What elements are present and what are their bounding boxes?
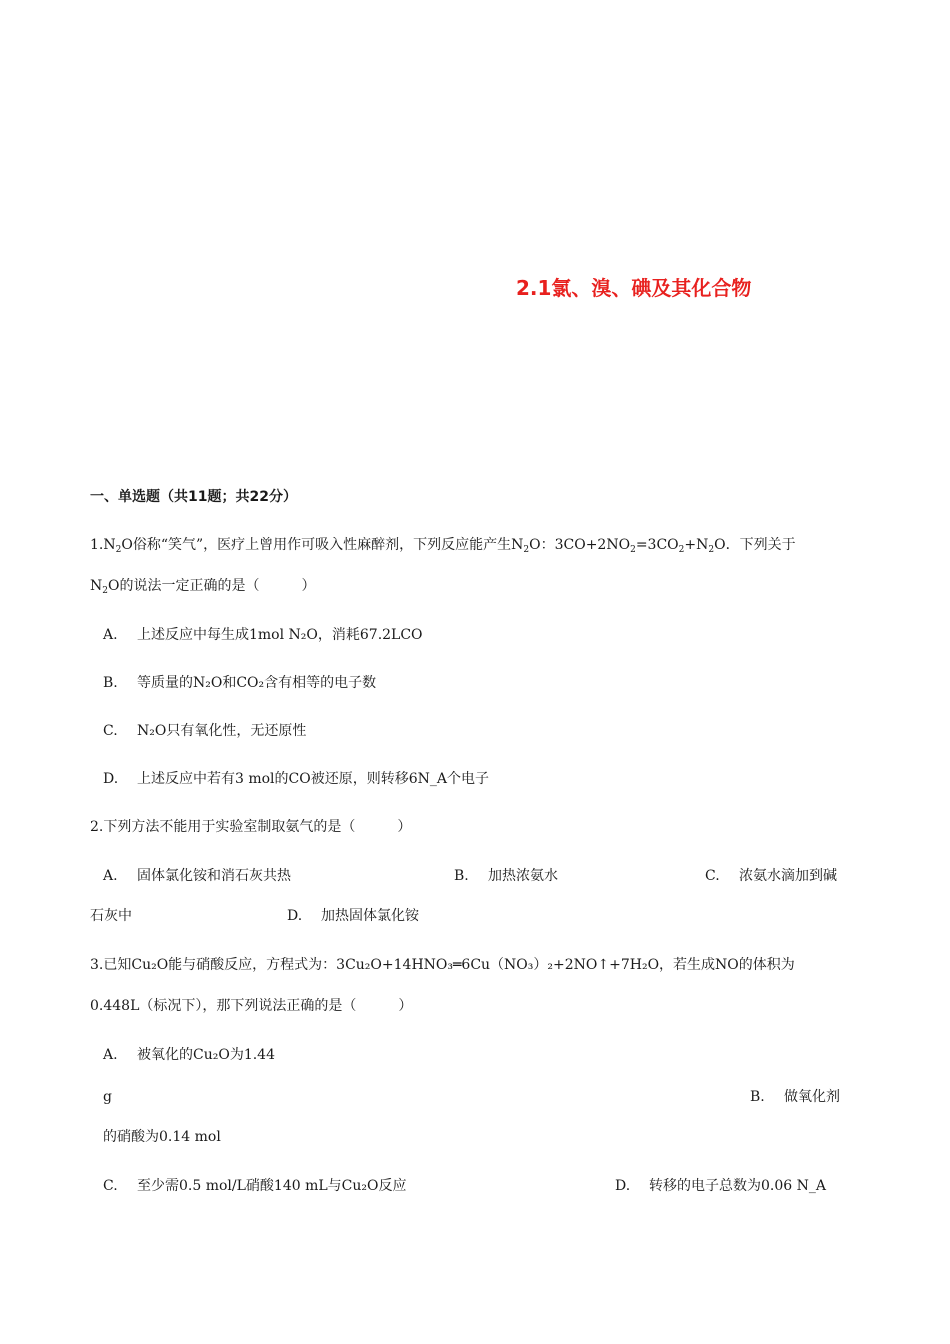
- question-1-stem-line1: $1.N_2O$俗称“笑气”，医疗上曾用作可吸入性麻醉剂，下列反应能产生$N_2O$：$3CO+2NO_2=3CO_2+N_2O$．下列关于: [90, 537, 796, 555]
- document-title: 2.1氯、溴、碘及其化合物: [516, 276, 752, 300]
- question-3-option-a-continued: g: [103, 1089, 112, 1105]
- question-1-option-a: A. 上述反应中每生成1mol N₂O，消耗67.2LCO: [103, 627, 423, 643]
- question-3-option-b-continued: 的硝酸为0.14 mol: [103, 1129, 221, 1145]
- question-2-option-c: C. 浓氨水滴加到碱: [705, 868, 837, 884]
- question-3-option-d: D. 转移的电子总数为0.06 N_A: [615, 1178, 826, 1194]
- question-2-option-d: D. 加热固体氯化铵: [287, 908, 419, 924]
- question-2-option-a: A. 固体氯化铵和消石灰共热: [103, 868, 291, 884]
- question-1-option-c: C. N₂O只有氧化性，无还原性: [103, 723, 307, 739]
- question-3-option-a: A. 被氧化的Cu₂O为1.44: [103, 1047, 275, 1063]
- question-3-stem-line1: 3.已知Cu₂O能与硝酸反应，方程式为：3Cu₂O+14HNO₃═6Cu（NO₃）₂+2NO↑+7H₂O，若生成NO的体积为: [90, 957, 795, 973]
- question-3-stem-line2: 0.448L（标况下），那下列说法正确的是（ ）: [90, 998, 413, 1014]
- question-3-option-b: B. 做氧化剂: [750, 1089, 840, 1105]
- question-2-option-c-continued: 石灰中: [90, 908, 132, 924]
- question-2-option-b: B. 加热浓氨水: [454, 868, 558, 884]
- question-2-stem: 2.下列方法不能用于实验室制取氨气的是（ ）: [90, 819, 412, 835]
- section-heading: 一、单选题（共11题；共22分）: [90, 489, 297, 505]
- question-3-option-c: C. 至少需0.5 mol/L硝酸140 mL与Cu₂O反应: [103, 1178, 407, 1194]
- question-1-option-d: D. 上述反应中若有3 mol的CO被还原，则转移6N_A个电子: [103, 771, 489, 787]
- question-1-stem-line2: $N_2O$的说法一定正确的是（ ）: [90, 578, 316, 596]
- question-1-option-b: B. 等质量的N₂O和CO₂含有相等的电子数: [103, 675, 377, 691]
